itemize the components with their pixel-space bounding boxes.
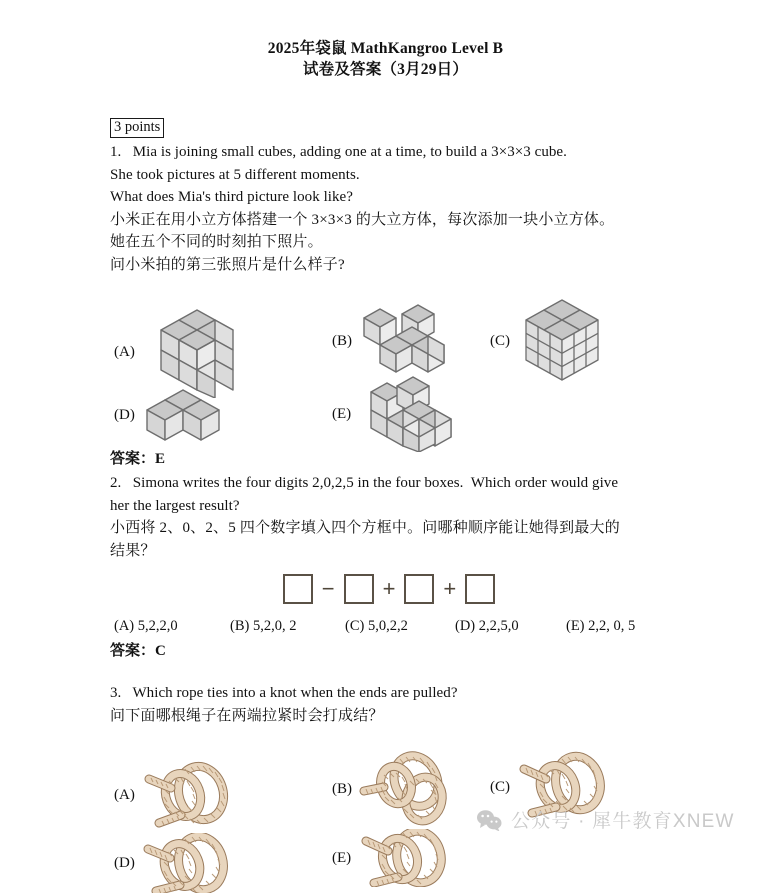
watermark bbox=[476, 806, 735, 833]
q3-option-c-label: (C) bbox=[490, 779, 510, 795]
formula-box-3[interactable] bbox=[404, 574, 434, 604]
q1-text-cn-2: 她在五个不同的时刻拍下照片。 bbox=[110, 234, 323, 250]
q3-option-a[interactable] bbox=[114, 757, 237, 833]
q1-option-c[interactable] bbox=[490, 298, 616, 384]
q3-option-d[interactable] bbox=[114, 833, 237, 893]
q1-option-e[interactable] bbox=[332, 376, 469, 452]
q3-option-e-label: (E) bbox=[332, 850, 352, 866]
q1-text-en-3: What does Mia's third picture look like? bbox=[110, 189, 353, 205]
q3-text-en-1: 3. Which rope ties into a knot when the ends are pulled? bbox=[110, 685, 458, 701]
q3-option-b-label: (B) bbox=[332, 781, 352, 797]
q3-option-b[interactable] bbox=[332, 751, 454, 827]
q2-choice-e[interactable]: (E) 2,2, 0, 5 bbox=[566, 618, 636, 634]
cube-figure-b-icon bbox=[358, 302, 474, 380]
q1-text-cn-3: 问小米拍的第三张照片是什么样子? bbox=[110, 256, 345, 273]
q1-option-b[interactable] bbox=[332, 302, 474, 380]
q2-choice-a[interactable]: (A) 5,2,2,0 bbox=[114, 618, 178, 634]
q1-text-en-2: She took pictures at 5 different moments. bbox=[110, 166, 360, 183]
q1-options-row-2 bbox=[110, 376, 668, 448]
cube-figure-e-icon bbox=[357, 376, 469, 452]
rope-knot-figure-d-icon bbox=[141, 833, 237, 893]
q1-answer: 答案：E bbox=[110, 451, 166, 467]
q1-text-cn-1: 小米正在用小立方体搭建一个 3×3×3 的大立方体，每次添加一块小立方体。 bbox=[110, 211, 615, 228]
q2-choice-b[interactable]: (B) 5,2,0, 2 bbox=[230, 618, 297, 634]
formula-box-4[interactable] bbox=[465, 574, 495, 604]
question-2 bbox=[110, 472, 668, 662]
rope-knot-figure-a-icon bbox=[141, 757, 237, 833]
title-line-1: 2025年袋鼠 MathKangroo Level B bbox=[267, 40, 504, 57]
q2-text-cn-2: 结果？ bbox=[110, 542, 156, 559]
q2-text-cn-1: 小西将 2、0、2、5 四个数字填入四个方框中。问哪种顺序能让她得到最大的 bbox=[110, 520, 620, 536]
document-title bbox=[0, 38, 771, 80]
formula-box-1[interactable] bbox=[283, 574, 313, 604]
formula-operator-2: + bbox=[382, 576, 396, 601]
rope-knot-figure-b-icon bbox=[358, 751, 454, 827]
q3-text-cn-1: 问下面哪根绳子在两端拉紧时会打成结？ bbox=[110, 707, 384, 724]
question-1 bbox=[110, 141, 668, 470]
q1-option-e-label: (E) bbox=[332, 406, 352, 422]
formula-operator-3: + bbox=[443, 576, 457, 601]
points-badge: 3 points bbox=[110, 118, 164, 138]
q3-option-e[interactable] bbox=[332, 829, 453, 887]
content-column bbox=[110, 118, 668, 883]
cube-figure-c-icon bbox=[516, 298, 616, 384]
q2-text-en-2: her the largest result? bbox=[110, 497, 240, 514]
formula-box-2[interactable] bbox=[344, 574, 374, 604]
title-line-2: 试卷及答案（3月29日） bbox=[302, 61, 469, 78]
q1-option-c-label: (C) bbox=[490, 333, 510, 349]
cube-figure-d-icon bbox=[141, 382, 249, 448]
q2-formula bbox=[110, 574, 668, 604]
q1-text-en-1: 1. Mia is joining small cubes, adding one at a time, to build a 3×3×3 cube. bbox=[110, 144, 567, 160]
q3-option-a-label: (A) bbox=[114, 787, 135, 803]
q1-option-a-label: (A) bbox=[114, 344, 135, 360]
q1-option-d-label: (D) bbox=[114, 407, 135, 423]
formula-operator-1: − bbox=[321, 576, 335, 601]
q1-options-row-1 bbox=[110, 282, 668, 378]
watermark-text: 公众号 · 犀牛教育XNEW bbox=[511, 811, 735, 832]
q2-text-en-1: 2. Simona writes the four digits 2,0,2,5 in the four boxes. Which order would give bbox=[110, 475, 619, 491]
q3-option-d-label: (D) bbox=[114, 855, 135, 871]
wechat-icon bbox=[476, 809, 502, 831]
q1-option-d[interactable] bbox=[114, 382, 249, 448]
q2-answer: 答案：C bbox=[110, 643, 166, 659]
q2-choice-c[interactable]: (C) 5,0,2,2 bbox=[345, 618, 408, 634]
q2-choice-d[interactable]: (D) 2,2,5,0 bbox=[455, 618, 519, 634]
q1-option-b-label: (B) bbox=[332, 333, 352, 349]
rope-knot-figure-e-icon bbox=[357, 829, 453, 887]
q2-choices bbox=[110, 618, 668, 640]
